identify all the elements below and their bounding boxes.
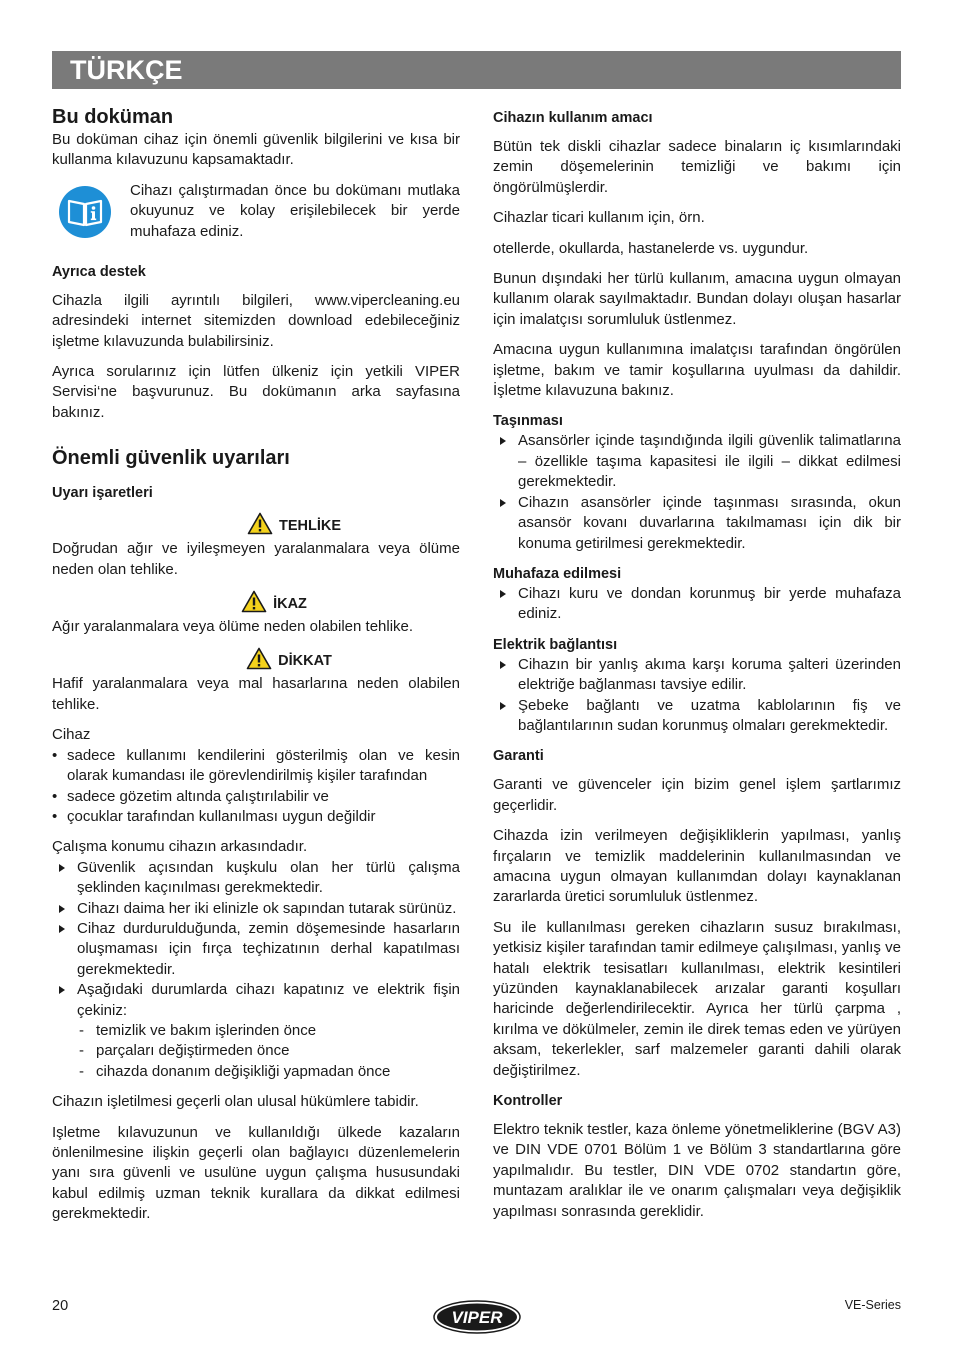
caution-heading bbox=[52, 647, 460, 672]
language-banner bbox=[52, 51, 901, 89]
device-intro: Cihaz bbox=[52, 726, 91, 744]
sub-list-item: - temizlik ve bakım işlerinden önce bbox=[77, 1021, 460, 1041]
list-item: Cihazı daima her iki elinizle ok sapından tutarak sürünüz. bbox=[52, 899, 460, 919]
list-item: Cihazı kuru ve dondan korunmuş bir yerde muhafaza ediniz. bbox=[493, 584, 901, 625]
right-column bbox=[493, 108, 901, 1232]
danger-label: TEHLİKE bbox=[278, 518, 342, 535]
list-item-text: Aşağıdaki durumlarda cihazı kapatınız ve elektrik fişin çekiniz: bbox=[77, 981, 460, 1019]
transport-heading: Taşınması bbox=[493, 413, 563, 430]
sub-list-item: - cihazda donanım değişikliği yapmadan önce bbox=[77, 1062, 460, 1082]
support-text-1: Cihazla ilgili ayrıntılı bilgileri, www.vipercleaning.eu adresindeki internet sitemizden download edebileceğiniz işletme kılavuzunda bulabilirsiniz. bbox=[52, 291, 460, 350]
list-item: Cihaz durdurulduğunda, zemin döşemesinde hasarların oluşmaması için fırça teçhizatının derhal kapatılması gerekmektedir. bbox=[52, 919, 460, 980]
list-item bbox=[52, 980, 460, 1082]
danger-heading bbox=[52, 512, 460, 537]
sub-list-item: - parçaları değiştirmeden önce bbox=[77, 1041, 460, 1061]
list-item: Cihazın bir yanlış akıma karşı koruma şalteri üzerinden elektriğe bağlanması tavsiye edilir. bbox=[493, 655, 901, 696]
checks-text: Elektro teknik testler, kaza önleme yönetmeliklerine (BGV A3) ve DIN VDE 0701 Bölüm 1 ve Bölüm 3 standartlarına göre yapılmalıdır. Bu testler, DIN VDE 0702 standartın göre, muntazam aralıklar ile ve onarım çalışmaları veya değişiklik yapılması sonrasında gereklidir. bbox=[493, 1121, 901, 1220]
purpose-text-1: Bütün tek diskli cihazlar sadece binaların iç kısımlarındaki zemin döşemelerinin temizliği ve bakımı için öngörülmüşlerdir. bbox=[493, 138, 901, 196]
warning-triangle-icon bbox=[247, 512, 273, 535]
electric-list bbox=[493, 655, 901, 737]
national-rules: Cihazın işletilmesi geçerli olan ulusal hükümlere tabidir. bbox=[52, 1093, 419, 1111]
list-item: Güvenlik açısından kuşkulu olan her türlü çalışma şeklinden kaçınılması gerekmektedir. bbox=[52, 858, 460, 899]
warning-text: Ağır yaralanmalara veya ölüme neden olabilen tehlike. bbox=[52, 618, 414, 636]
transport-list bbox=[493, 431, 901, 553]
list-item: Asansörler içinde taşındığında ilgili güvenlik talimatlarına – özellikle taşıma kapasitesi ile ilgili – dikkat edilmesi gerekmektedir. bbox=[493, 431, 901, 492]
danger-text: Doğrudan ağır ve iyileşmeyen yaralanmalara veya ölüme neden olan tehlike. bbox=[52, 540, 460, 578]
doc-title: Bu doküman bbox=[52, 106, 174, 128]
warranty-text-2: Cihazda izin verilmeyen değişikliklerin yapılması, yanlış fırçaların ve temizlik maddelerinin kullanılmasından ve amacına uygun olmayan kullanımdan dolayı kaynaklanan zararlarda üretici sorumluluk üstlenmez. bbox=[493, 827, 901, 906]
operating-list bbox=[52, 858, 460, 1082]
warning-triangle-icon bbox=[246, 647, 272, 670]
operating-position: Çalışma konumu cihazın arkasındadır. bbox=[52, 838, 308, 856]
accident-rules: Işletme kılavuzunun ve kullanıldığı ülkede kazaların önlenilmesine ilişkin geçerli olan bağlayıcı düzenlemelerin yanı sıra güvenli ve usulüne uygun çalışma hususundaki kabul edilmiş uzman teknik kurallara da dikkat edilmesi gerekmektedir. bbox=[52, 1123, 460, 1223]
storage-heading: Muhafaza edilmesi bbox=[493, 565, 622, 582]
sub-list bbox=[77, 1021, 460, 1082]
checks-heading: Kontroller bbox=[493, 1093, 563, 1110]
list-item: Şebeke bağlantı ve uzatma kablolarının fiş ve bağlantılarının sudan korunmuş olmaları gerekmektedir. bbox=[493, 696, 901, 737]
list-item: Cihazın asansörler içinde taşınması sırasında, okun asansör kovanı duvarlarına takılmaması için dik bir konuma getirilmesi gerekmektedir. bbox=[493, 493, 901, 554]
support-text-2: Ayrıca sorularınız için lütfen ülkeniz için yetkili VIPER Servisi‘ne başvurunuz. Bu dokümanın arka sayfasına bakınız. bbox=[52, 363, 460, 421]
logo-text: VIPER bbox=[451, 1308, 503, 1327]
support-heading: Ayrıca destek bbox=[52, 263, 146, 280]
purpose-text-3: otellerde, okullarda, hastanelerde vs. uygundur. bbox=[493, 239, 809, 257]
info-manual-icon bbox=[58, 185, 116, 244]
warning-triangle-icon bbox=[241, 590, 267, 613]
series-label: VE-Series bbox=[844, 1298, 901, 1312]
caution-label: DİKKAT bbox=[278, 653, 332, 670]
list-item: • çocuklar tarafından kullanılması uygun değildir bbox=[52, 807, 460, 827]
caution-text: Hafif yaralanmalara veya mal hasarlarına neden olabilen tehlike. bbox=[52, 675, 460, 713]
doc-intro: Bu doküman cihaz için önemli güvenlik bilgilerini ve kısa bir kullanma kılavuzunu kapsamaktadır. bbox=[52, 131, 460, 169]
purpose-text-5: Amacına uygun kullanımına imalatçısı tarafından öngörülen işletme, bakım ve tamir koşullarına uyulması da dahildir. İşletme kılavuzuna bakınız. bbox=[493, 341, 901, 400]
purpose-text-4: Bunun dışındaki her türlü kullanım, amacına uygun olmayan kullanım olarak sayılmaktadır. Bundan dolayı oluşan hasarlar için imalatçısı sorumluluk üstlenmez. bbox=[493, 270, 901, 328]
signs-heading: Uyarı işaretleri bbox=[52, 485, 153, 502]
list-item: • sadece gözetim altında çalıştırılabilir ve bbox=[52, 787, 460, 807]
warranty-heading: Garanti bbox=[493, 748, 544, 765]
warranty-text-1: Garanti ve güvenceler için bizim genel işlem şartlarımız geçerlidir. bbox=[493, 776, 901, 814]
safety-title: Önemli güvenlik uyarıları bbox=[52, 447, 290, 470]
electric-heading: Elektrik bağlantısı bbox=[493, 636, 618, 653]
page-number: 20 bbox=[52, 1298, 69, 1314]
warning-label: İKAZ bbox=[273, 596, 307, 613]
warranty-text-3: Su ile kullanılması gereken cihazların susuz bırakılması, yetkisiz kişiler tarafından tamir edilmeye çalışılması, yanlış ve hatalı elektrik tesisatları kullanılması, elektrik kesintileri yüzünden kaynaklanabilecek arızalar garanti koşulları haricinde değerlendirilecektir. Ayrıca her türlü çarpma , kırılma ve dökülmeler, zemin ile direk temas eden ve yürüyen aksam, tekerlekler, sarf malzemeler garanti dahili olarak değiştirilmez. bbox=[493, 918, 901, 1079]
purpose-heading: Cihazın kullanım amacı bbox=[493, 110, 653, 126]
left-column bbox=[52, 104, 460, 1235]
purpose-text-2: Cihazlar ticari kullanım için, örn. bbox=[493, 209, 705, 227]
info-note bbox=[52, 181, 460, 244]
warning-heading bbox=[52, 590, 460, 615]
doc-note: Cihazı çalıştırmadan önce bu dokümanı mutlaka okuyunuz ve kolay erişilebilecek bir yerde muhafaza ediniz. bbox=[130, 181, 460, 240]
viper-logo bbox=[433, 1300, 521, 1334]
storage-list bbox=[493, 584, 901, 625]
banner-title: TÜRKÇE bbox=[70, 55, 183, 85]
list-item: • sadece kullanımı kendilerini gösterilmiş olan ve kesin olarak kumandası ile görevlendirilmiş kişiler tarafından bbox=[52, 746, 460, 787]
device-list bbox=[52, 746, 460, 828]
